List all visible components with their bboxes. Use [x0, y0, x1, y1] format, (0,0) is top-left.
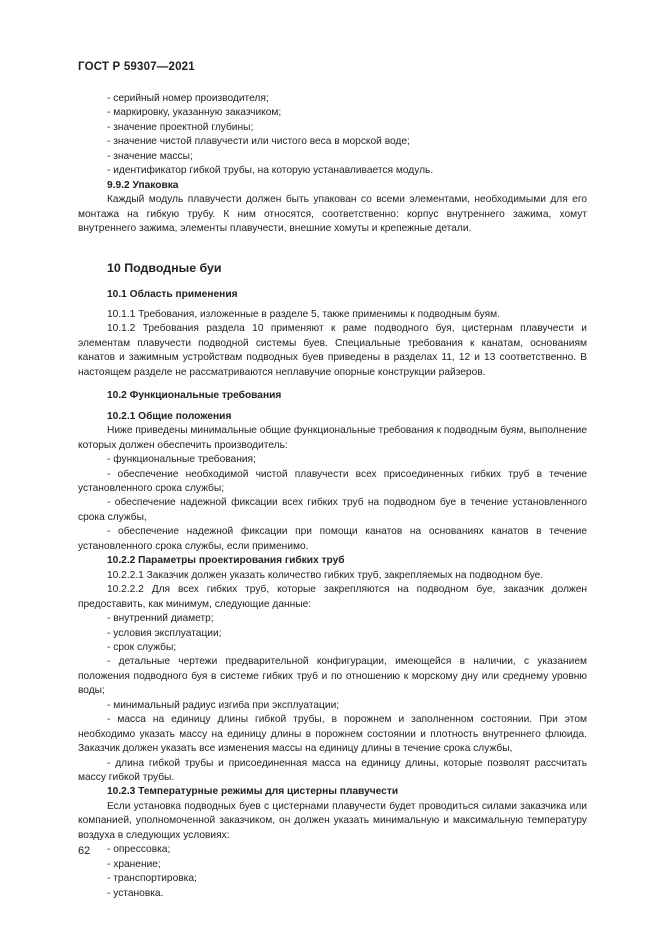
list-item: - обеспечение необходимой чистой плавучести всех присоединенных гибких труб в течение установленного срока службы; [78, 468, 587, 497]
page-content [78, 92, 587, 901]
list-item: - длина гибкой трубы и присоединенная масса на единицу длины, которые позволят рассчитать массу гибкой трубы. [78, 757, 587, 786]
subsection-title-10-2-2: 10.2.2 Параметры проектирования гибких труб [107, 555, 345, 567]
list-item: - значение проектной глубины; [78, 121, 587, 135]
list-item: - детальные чертежи предварительной конфигурации, имеющейся в наличии, с указанием положения подводного буя в системе гибких труб и по отношению к морскому дну или среднему уровню воды; [78, 655, 587, 698]
subsection-title-9-9-2: 9.9.2 Упаковка [107, 179, 179, 191]
list-item: - функциональные требования; [78, 453, 587, 467]
list-item: - серийный номер производителя; [78, 92, 587, 106]
paragraph: Если установка подводных буев с цистернами плавучести будет проводиться силами заказчика или компанией, уполномоченной заказчиком, он должен указать минимальную и максимальную температуру воздуха в следующих условиях: [78, 800, 587, 841]
list-item: - значение чистой плавучести или чистого веса в морской воде; [78, 135, 587, 149]
document-header: ГОСТ Р 59307—2021 [78, 61, 195, 73]
paragraph: 10.2.2.1 Заказчик должен указать количество гибких труб, закрепляемых на подводном буе. [107, 569, 544, 581]
list-item: - обеспечение надежной фиксации при помощи канатов на основаниях канатов в течение установленного срока службы, если применимо. [78, 525, 587, 554]
list-item: - срок службы; [78, 641, 587, 655]
subsection-title-10-2-3: 10.2.3 Температурные режимы для цистерны плавучести [107, 786, 399, 798]
list-item: - обеспечение надежной фиксации всех гибких труб на подводном буе в течение установленного срока службы, [78, 496, 587, 525]
list-item: - значение массы; [78, 150, 587, 164]
list-item: - транспортировка; [78, 872, 587, 886]
list-item: - идентификатор гибкой трубы, на которую устанавливается модуль. [78, 164, 587, 178]
paragraph: 10.1.2 Требования раздела 10 применяют к раме подводного буя, цистернам плавучести и элементам плавучести подводной системы буев. Специальные требования к канатам, основаниям канатов и зажимным устройствам подводных буев приведены в разделах 11, 12 и 13 соответственно. В настоящем разделе не рассматриваются неплавучие опорные конструкции райзеров. [78, 323, 587, 378]
subsection-title-10-1: 10.1 Область применения [107, 288, 238, 300]
subsection-title-10-2-1: 10.2.1 Общие положения [107, 410, 232, 422]
section-title-10: 10 Подводные буи [107, 260, 222, 275]
list-item: - внутренний диаметр; [78, 612, 587, 626]
list-item: - условия эксплуатации; [78, 627, 587, 641]
list-item: - опрессовка; [78, 843, 587, 857]
paragraph: 10.1.1 Требования, изложенные в разделе 5, также применимы к подводным буям. [107, 308, 500, 320]
list-item: - маркировку, указанную заказчиком; [78, 106, 587, 120]
subsection-title-10-2: 10.2 Функциональные требования [107, 390, 282, 402]
paragraph: 10.2.2.2 Для всех гибких труб, которые закрепляются на подводном буе, заказчик должен предоставить, как минимум, следующие данные: [78, 584, 587, 610]
list-item: - хранение; [78, 858, 587, 872]
list-item: - минимальный радиус изгиба при эксплуатации; [78, 699, 587, 713]
page-number: 62 [78, 845, 91, 857]
list-item: - масса на единицу длины гибкой трубы, в порожнем и заполненном состоянии. При этом необходимо указать массу на единицу длины в порожнем состоянии и плотность внутреннего флюида. Заказчик должен указать все изменения массы на единицу длины в течение срока службы, [78, 713, 587, 756]
list-item: - установка. [78, 887, 587, 901]
paragraph: Ниже приведены минимальные общие функциональные требования к подводным буям, выполнение которых должен обеспечить производитель: [78, 425, 587, 451]
paragraph: Каждый модуль плавучести должен быть упакован со всеми элементами, необходимыми для его монтажа на гибкую трубу. К ним относятся, соответственно: корпус внутреннего зажима, хомут внутреннего зажима, элементы плавучести, внешние хомуты и крепежные детали. [78, 194, 587, 235]
